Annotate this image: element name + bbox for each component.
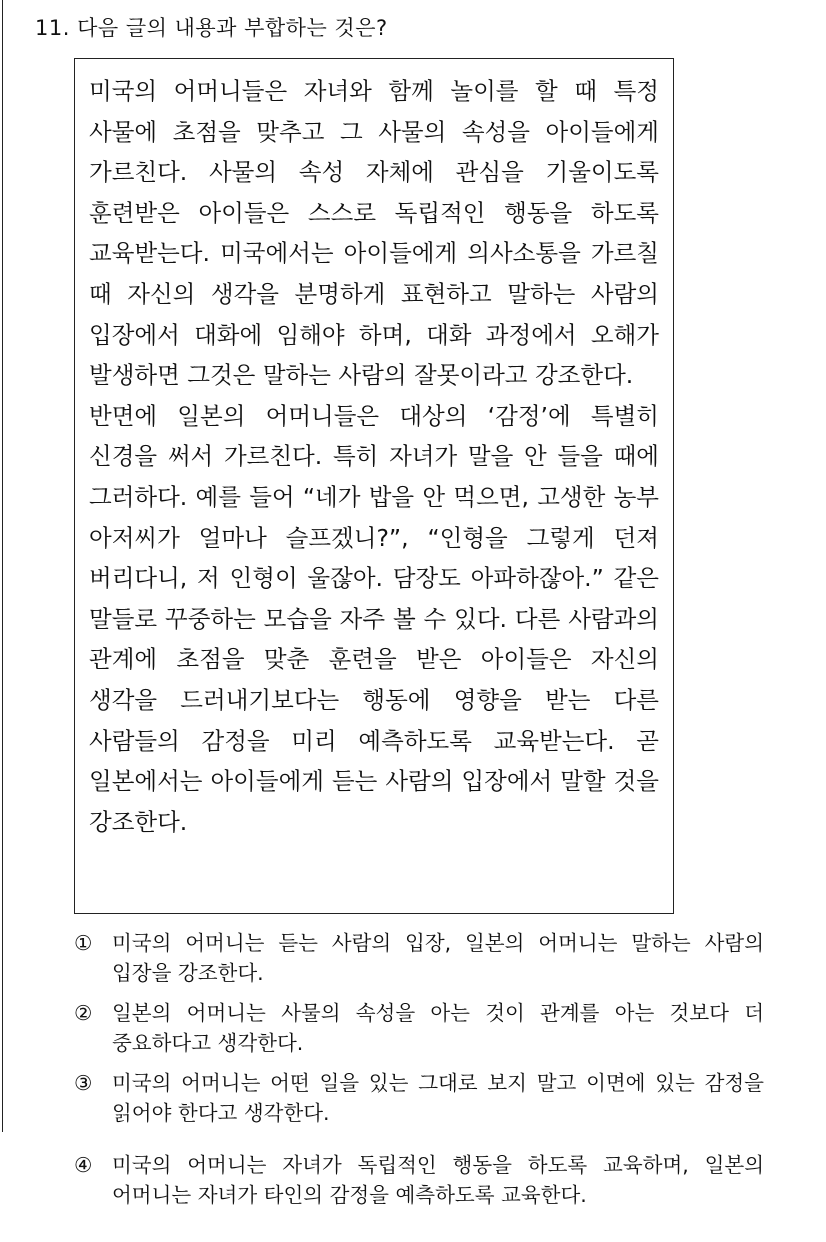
question-title: 11. 다음 글의 내용과 부합하는 것은? — [35, 16, 388, 40]
passage-paragraph-1: 미국의 어머니들은 자녀와 함께 놀이를 할 때 특정 사물에 초점을 맞추고 그 사물의 속성을 아이들에게 가르친다. 사물의 속성 자체에 관심을 기울이도록 훈련받은 아이들은 스스로 독립적인 행동을 하도록 교육받는다. 미국에서는 아이들에게 의사소통을 가르칠 때 자신의 생각을 분명하게 표현하고 말하는 사람의 입장에서 대화에 임해야 하며, 대화 과정에서 오해가 발생하면 그것은 말하는 사람의 잘못이라고 강조한다. — [89, 77, 659, 390]
option-3[interactable] — [74, 1068, 764, 1128]
option-2[interactable] — [74, 998, 764, 1058]
option-number: ④ — [74, 1153, 93, 1177]
option-text: 미국의 어머니는 어떤 일을 있는 그대로 보지 말고 이면에 있는 감정을 읽어야 한다고 생각한다. — [112, 1071, 764, 1125]
option-4[interactable] — [74, 1150, 764, 1210]
option-1[interactable] — [74, 928, 764, 988]
passage-paragraph-2: 반면에 일본의 어머니들은 대상의 ‘감정’에 특별히 신경을 써서 가르친다. 특히 자녀가 말을 안 들을 때에 그러하다. 예를 들어 “네가 밥을 안 먹으면, 고생한 농부 아저씨가 얼마나 슬프겠니?”, “인형을 그렇게 던져 버리다니, 저 인형이 울잖아. 담장도 아파하잖아.” 같은 말들로 꾸중하는 모습을 자주 볼 수 있다. 다른 사람과의 관계에 초점을 맞춘 훈련을 받은 아이들은 자신의 생각을 드러내기보다는 행동에 영향을 받는 다른 사람들의 감정을 미리 예측하도록 교육받는다. 곧 일본에서는 아이들에게 듣는 사람의 입장에서 말할 것을 강조한다. — [89, 401, 659, 836]
answer-options — [74, 928, 764, 1220]
option-number: ② — [74, 1001, 93, 1025]
option-text: 미국의 어머니는 듣는 사람의 입장, 일본의 어머니는 말하는 사람의 입장을 강조한다. — [112, 931, 764, 985]
option-number: ① — [74, 931, 93, 955]
left-margin-rule — [2, 0, 3, 1132]
option-text: 미국의 어머니는 자녀가 독립적인 행동을 하도록 교육하며, 일본의 어머니는 자녀가 타인의 감정을 예측하도록 교육한다. — [112, 1153, 764, 1207]
option-number: ③ — [74, 1071, 93, 1095]
passage-box — [74, 58, 674, 914]
option-text: 일본의 어머니는 사물의 속성을 아는 것이 관계를 아는 것보다 더 중요하다고 생각한다. — [112, 1001, 764, 1055]
